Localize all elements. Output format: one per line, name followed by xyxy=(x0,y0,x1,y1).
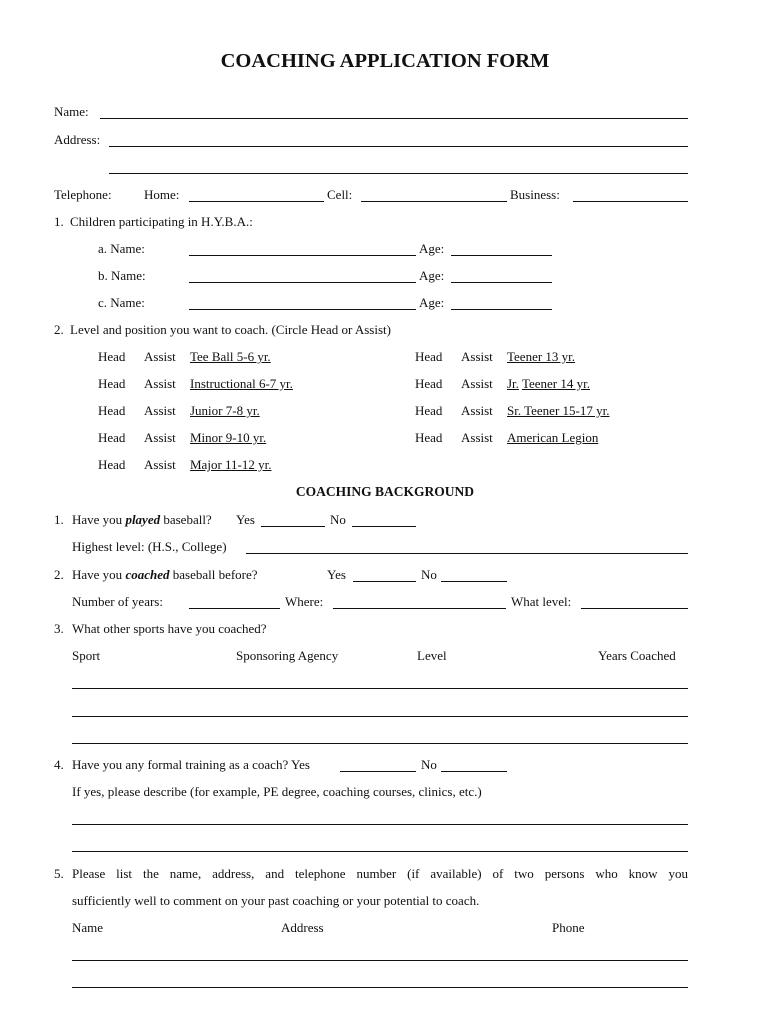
head-option[interactable]: Head xyxy=(98,457,126,472)
assist-option[interactable]: Assist xyxy=(461,376,493,391)
business-label: Business: xyxy=(510,187,560,202)
years-label: Number of years: xyxy=(72,594,163,609)
level-heading: Level and position you want to coach. (Circle Head or Assist) xyxy=(70,322,391,337)
bg-q1-text: Have you played baseball? xyxy=(72,512,212,527)
assist-option[interactable]: Assist xyxy=(144,376,176,391)
child-a-age-field[interactable] xyxy=(451,255,552,256)
head-option[interactable]: Head xyxy=(415,376,443,391)
name-field[interactable] xyxy=(100,118,688,119)
level-minor: Minor 9-10 yr. xyxy=(190,430,267,445)
ref-col-name: Name xyxy=(72,920,104,935)
bg-q1-no-label: No xyxy=(330,512,346,527)
played-yes-field[interactable] xyxy=(261,526,325,527)
bg-q2-yes-label: Yes xyxy=(327,567,346,582)
assist-option[interactable]: Assist xyxy=(144,403,176,418)
reference-row-line[interactable] xyxy=(72,987,688,988)
child-b-age-field[interactable] xyxy=(451,282,552,283)
address-field-line-2[interactable] xyxy=(109,173,688,174)
level-major: Major 11-12 yr. xyxy=(190,457,272,472)
home-phone-field[interactable] xyxy=(189,201,324,202)
col-years-coached: Years Coached xyxy=(598,648,676,663)
head-option[interactable]: Head xyxy=(415,349,443,364)
cell-phone-field[interactable] xyxy=(361,201,507,202)
level-tee-ball: Tee Ball 5-6 yr. xyxy=(190,349,271,364)
child-c-age-label: Age: xyxy=(419,295,445,310)
home-label: Home: xyxy=(144,187,180,202)
child-b-age-label: Age: xyxy=(419,268,445,283)
sports-row-line[interactable] xyxy=(72,743,688,744)
level-teener-14: Teener 14 yr. xyxy=(521,376,590,391)
coached-no-field[interactable] xyxy=(441,581,507,582)
coaching-background-heading: COACHING BACKGROUND xyxy=(295,484,475,499)
bg-q4-text: Have you any formal training as a coach? Yes xyxy=(72,757,310,772)
child-b-label: b. Name: xyxy=(98,268,146,283)
level-american-legion: American Legion xyxy=(507,430,599,445)
assist-option[interactable]: Assist xyxy=(461,403,493,418)
assist-option[interactable]: Assist xyxy=(144,457,176,472)
training-describe-line[interactable] xyxy=(72,824,688,825)
child-a-name-field[interactable] xyxy=(189,255,416,256)
assist-option[interactable]: Assist xyxy=(144,349,176,364)
col-sponsoring-agency: Sponsoring Agency xyxy=(236,648,339,663)
bg-q5-line-1: Please list the name, address, and telephone number (if available) of two persons who know you xyxy=(72,866,688,881)
sports-row-line[interactable] xyxy=(72,688,688,689)
played-no-field[interactable] xyxy=(352,526,416,527)
level-sr-teener: Sr. Teener 15-17 yr. xyxy=(507,403,610,418)
level-junior: Junior 7-8 yr. xyxy=(190,403,260,418)
training-yes-field[interactable] xyxy=(340,771,416,772)
q1-number: 1. xyxy=(54,214,64,229)
child-a-age-label: Age: xyxy=(419,241,445,256)
child-c-label: c. Name: xyxy=(98,295,145,310)
business-phone-field[interactable] xyxy=(573,201,688,202)
assist-option[interactable]: Assist xyxy=(144,430,176,445)
training-no-field[interactable] xyxy=(441,771,507,772)
bg-q5-line-2: sufficiently well to comment on your past coaching or your potential to coach. xyxy=(72,893,480,908)
level-teener-13: Teener 13 yr. xyxy=(507,349,576,364)
level-instructional: Instructional 6-7 yr. xyxy=(190,376,293,391)
training-describe-label: If yes, please describe (for example, PE degree, coaching courses, clinics, etc.) xyxy=(72,784,482,799)
head-option[interactable]: Head xyxy=(98,349,126,364)
bg-q5-number: 5. xyxy=(54,866,64,881)
head-option[interactable]: Head xyxy=(98,403,126,418)
assist-option[interactable]: Assist xyxy=(461,349,493,364)
ref-col-phone: Phone xyxy=(552,920,585,935)
child-c-age-field[interactable] xyxy=(451,309,552,310)
bg-q3-number: 3. xyxy=(54,621,64,636)
training-describe-line[interactable] xyxy=(72,851,688,852)
head-option[interactable]: Head xyxy=(415,403,443,418)
bg-q1-number: 1. xyxy=(54,512,64,527)
children-heading: Children participating in H.Y.B.A.: xyxy=(70,214,253,229)
child-b-name-field[interactable] xyxy=(189,282,416,283)
ref-col-address: Address xyxy=(281,920,324,935)
bg-q2-text: Have you coached baseball before? xyxy=(72,567,258,582)
head-option[interactable]: Head xyxy=(98,376,126,391)
child-c-name-field[interactable] xyxy=(189,309,416,310)
head-option[interactable]: Head xyxy=(415,430,443,445)
cell-label: Cell: xyxy=(327,187,353,202)
bg-q1-yes-label: Yes xyxy=(236,512,255,527)
col-sport: Sport xyxy=(72,648,101,663)
highest-level-label: Highest level: (H.S., College) xyxy=(72,539,227,554)
head-option[interactable]: Head xyxy=(98,430,126,445)
bg-q4-number: 4. xyxy=(54,757,64,772)
address-label: Address: xyxy=(54,132,101,147)
where-field[interactable] xyxy=(333,608,506,609)
what-level-label: What level: xyxy=(511,594,572,609)
form-title: COACHING APPLICATION FORM xyxy=(220,50,550,72)
years-field[interactable] xyxy=(189,608,280,609)
coached-yes-field[interactable] xyxy=(353,581,416,582)
bg-q4-no-label: No xyxy=(421,757,437,772)
highest-level-field[interactable] xyxy=(246,553,688,554)
bg-q3-text: What other sports have you coached? xyxy=(72,621,267,636)
what-level-field[interactable] xyxy=(581,608,688,609)
address-field-line-1[interactable] xyxy=(109,146,688,147)
assist-option[interactable]: Assist xyxy=(461,430,493,445)
sports-row-line[interactable] xyxy=(72,716,688,717)
name-label: Name: xyxy=(54,104,89,119)
child-a-label: a. Name: xyxy=(98,241,145,256)
q2-number: 2. xyxy=(54,322,64,337)
level-jr-teener xyxy=(507,376,590,392)
where-label: Where: xyxy=(285,594,324,609)
reference-row-line[interactable] xyxy=(72,960,688,961)
bg-q2-no-label: No xyxy=(421,567,437,582)
telephone-label: Telephone: xyxy=(54,187,112,202)
col-level: Level xyxy=(417,648,447,663)
bg-q2-number: 2. xyxy=(54,567,64,582)
jr-prefix: Jr. xyxy=(507,376,519,391)
